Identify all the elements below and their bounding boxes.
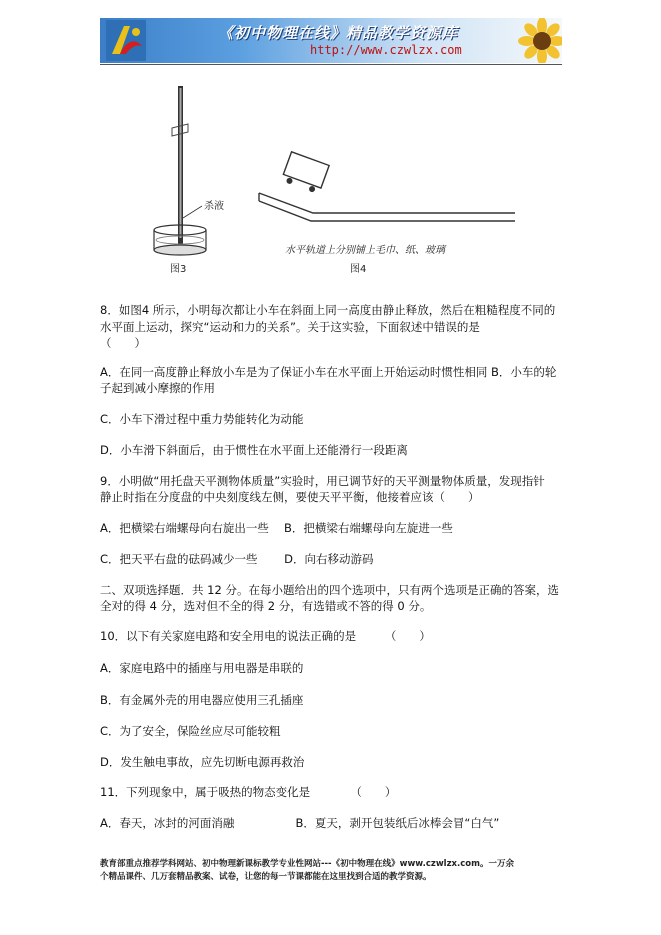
figure-4-label: 图4 bbox=[350, 264, 367, 275]
q8-option-c: C．小车下滑过程中重力势能转化为动能 bbox=[100, 412, 304, 426]
q8-option-a-line2: 子起到减小摩擦的作用 bbox=[100, 381, 215, 395]
figure-3-beaker-diagram bbox=[140, 78, 260, 268]
sunflower-icon bbox=[518, 18, 562, 63]
q9-options-ab: A．把横梁右端螺母向右旋出一些 B．把横梁右端螺母向左旋进一些 bbox=[100, 521, 453, 535]
figure-3-label: 图3 bbox=[170, 264, 187, 275]
q10-stem: 10．以下有关家庭电路和安全用电的说法正确的是 （ ） bbox=[100, 629, 431, 643]
q10-option-a: A．家庭电路中的插座与用电器是串联的 bbox=[100, 661, 304, 675]
q8-stem-line1: 8．如图4 所示，小明每次都让小车在斜面上同一高度由静止释放，然后在粗糙程度不同的 bbox=[100, 303, 556, 317]
site-logo-icon bbox=[106, 20, 146, 61]
figure-4-incline-diagram bbox=[255, 143, 520, 243]
q8-answer-blank: （ ） bbox=[100, 336, 146, 350]
footer-line2: 个精品课件、几万套精品教案、试卷，让您的每一节课都能在这里找到合适的教学资源。 bbox=[100, 872, 432, 882]
site-url[interactable]: http://www.czwlzx.com bbox=[310, 43, 462, 57]
header-divider bbox=[100, 64, 562, 65]
site-title: 《初中物理在线》精品教学资源库 bbox=[218, 24, 459, 42]
figures-area bbox=[140, 78, 520, 283]
q11-options-ab: A．春天，冰封的河面消融 B．夏天，剥开包装纸后冰棒会冒“白气” bbox=[100, 816, 500, 830]
q8-stem-line2: 水平面上运动，探究“运动和力的关系”。关于这实验，下面叙述中错误的是 bbox=[100, 320, 480, 334]
q8-option-d: D．小车滑下斜面后，由于惯性在水平面上还能滑行一段距离 bbox=[100, 443, 408, 457]
q9-stem-line1: 9．小明做“用托盘天平测物体质量”实验时，用已调节好的天平测量物体质量，发现指针 bbox=[100, 474, 545, 488]
q10-option-c: C．为了安全，保险丝应尽可能较粗 bbox=[100, 724, 281, 738]
figure-4-caption: 水平轨道上分别铺上毛巾、纸、玻璃 bbox=[285, 245, 445, 256]
section-2-heading-line2: 全对的得 4 分，选对但不全的得 2 分，有选错或不答的得 0 分。 bbox=[100, 599, 432, 613]
q8-option-a-line1: A．在同一高度静止释放小车是为了保证小车在水平面上开始运动时惯性相同 B．小车的轮 bbox=[100, 365, 557, 379]
q10-option-d: D．发生触电事故，应先切断电源再救治 bbox=[100, 755, 305, 769]
site-banner bbox=[100, 18, 562, 63]
q9-stem-line2: 静止时指在分度盘的中央刻度线左侧，要使天平平衡，他接着应该（ ） bbox=[100, 490, 480, 504]
footer-line1: 教育部重点推荐学科网站、初中物理新课标教学专业性网站---《初中物理在线》www.czwlzx.com。一万余 bbox=[100, 859, 514, 869]
figure-3-annotation: 杀液 bbox=[204, 201, 224, 212]
section-2-heading-line1: 二、双项选择题．共 12 分。在每小题给出的四个选项中，只有两个选项是正确的答案，选 bbox=[100, 583, 559, 597]
page-footer bbox=[100, 858, 562, 884]
q9-options-cd: C．把天平右盘的砝码减少一些 D．向右移动游码 bbox=[100, 552, 374, 566]
q10-option-b: B．有金属外壳的用电器应使用三孔插座 bbox=[100, 693, 304, 707]
q11-stem: 11．下列现象中，属于吸热的物态变化是 （ ） bbox=[100, 785, 397, 799]
